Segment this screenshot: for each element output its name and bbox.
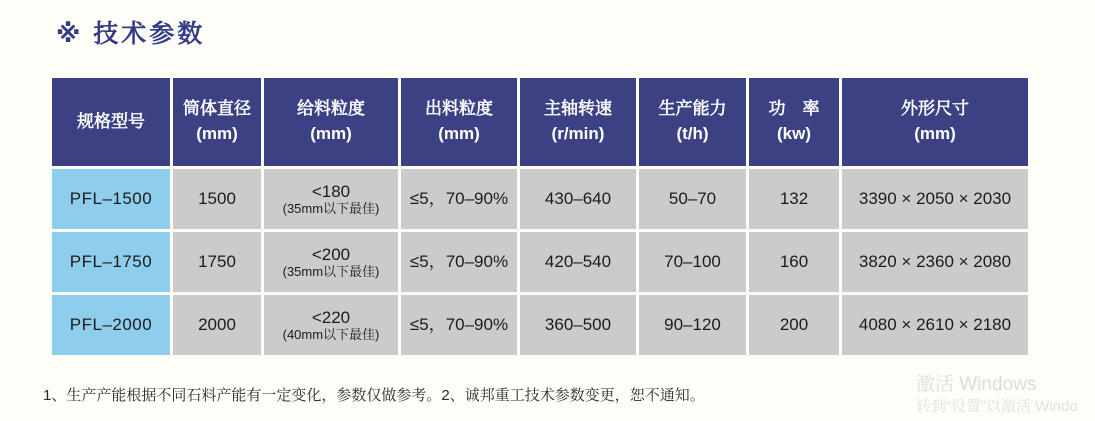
- header-row: [52, 78, 1028, 166]
- table-row: [52, 232, 1028, 292]
- spec-table: [49, 75, 1031, 358]
- col-header-dimensions: [842, 78, 1028, 166]
- col-header-feed-size: [264, 78, 398, 166]
- cell-capacity: 70–100: [639, 232, 746, 292]
- table-row: [52, 295, 1028, 355]
- cell-power: 160: [749, 232, 839, 292]
- watermark-line1: 激活 Windows: [916, 374, 1037, 395]
- cell-diameter: 2000: [173, 295, 261, 355]
- header-unit: (t/h): [676, 124, 709, 143]
- header-label: 出料粒度: [425, 99, 493, 119]
- cell-discharge-size: ≤5，70–90%: [401, 169, 517, 229]
- header-label: 外形尺寸: [901, 99, 969, 119]
- cell-dimensions: 4080 × 2610 × 2180: [842, 295, 1028, 355]
- cell-feed-size: [264, 232, 398, 292]
- col-header-capacity: [639, 78, 746, 166]
- header-unit: (mm): [914, 124, 956, 143]
- cell-power: 200: [749, 295, 839, 355]
- feed-size-value: <200: [311, 244, 351, 264]
- cell-diameter: 1750: [173, 232, 261, 292]
- col-header-discharge-size: [401, 78, 517, 166]
- header-unit: (mm): [196, 124, 238, 143]
- header-unit: (mm): [438, 124, 480, 143]
- cell-spindle-speed: 420–540: [520, 232, 636, 292]
- header-label: 生产能力: [658, 99, 727, 119]
- table-row: [52, 169, 1028, 229]
- header-unit: (kw): [777, 124, 811, 143]
- cell-capacity: 50–70: [639, 169, 746, 229]
- header-unit: (r/min): [551, 124, 605, 143]
- cell-diameter: 1500: [173, 169, 261, 229]
- header-label: 筒体直径: [183, 99, 251, 119]
- feed-size-note: (40mm以下最佳): [282, 327, 380, 343]
- feed-size-value: <220: [311, 307, 351, 327]
- cell-feed-size: [264, 169, 398, 229]
- cell-power: 132: [749, 169, 839, 229]
- cell-capacity: 90–120: [639, 295, 746, 355]
- cell-spindle-speed: 360–500: [520, 295, 636, 355]
- header-label: 主轴转速: [544, 99, 612, 119]
- windows-activation-watermark: [916, 374, 1078, 417]
- cell-dimensions: 3390 × 2050 × 2030: [842, 169, 1028, 229]
- header-label: 功 率: [768, 99, 820, 119]
- feed-size-note: (35mm以下最佳): [282, 264, 380, 280]
- page-title: ※ 技术参数: [56, 20, 206, 48]
- cell-discharge-size: ≤5，70–90%: [401, 232, 517, 292]
- footnote: 1、生产产能根据不同石料产能有一定变化，参数仅做参考。2、诚邦重工技术参数变更，恕不通知。: [43, 387, 705, 404]
- cell-model: PFL–2000: [52, 295, 170, 355]
- col-header-model: [52, 78, 170, 166]
- cell-model: PFL–1750: [52, 232, 170, 292]
- header-label: 给料粒度: [297, 99, 365, 119]
- col-header-power: [749, 78, 839, 166]
- watermark-line2: 转到“设置”以激活 Windo: [916, 397, 1078, 415]
- cell-discharge-size: ≤5，70–90%: [401, 295, 517, 355]
- header-unit: (mm): [310, 124, 352, 143]
- cell-feed-size: [264, 295, 398, 355]
- col-header-spindle-speed: [520, 78, 636, 166]
- header-label: 规格型号: [77, 111, 145, 131]
- col-header-diameter: [173, 78, 261, 166]
- feed-size-note: (35mm以下最佳): [282, 201, 380, 217]
- cell-dimensions: 3820 × 2360 × 2080: [842, 232, 1028, 292]
- cell-spindle-speed: 430–640: [520, 169, 636, 229]
- cell-model: PFL–1500: [52, 169, 170, 229]
- feed-size-value: <180: [311, 181, 351, 201]
